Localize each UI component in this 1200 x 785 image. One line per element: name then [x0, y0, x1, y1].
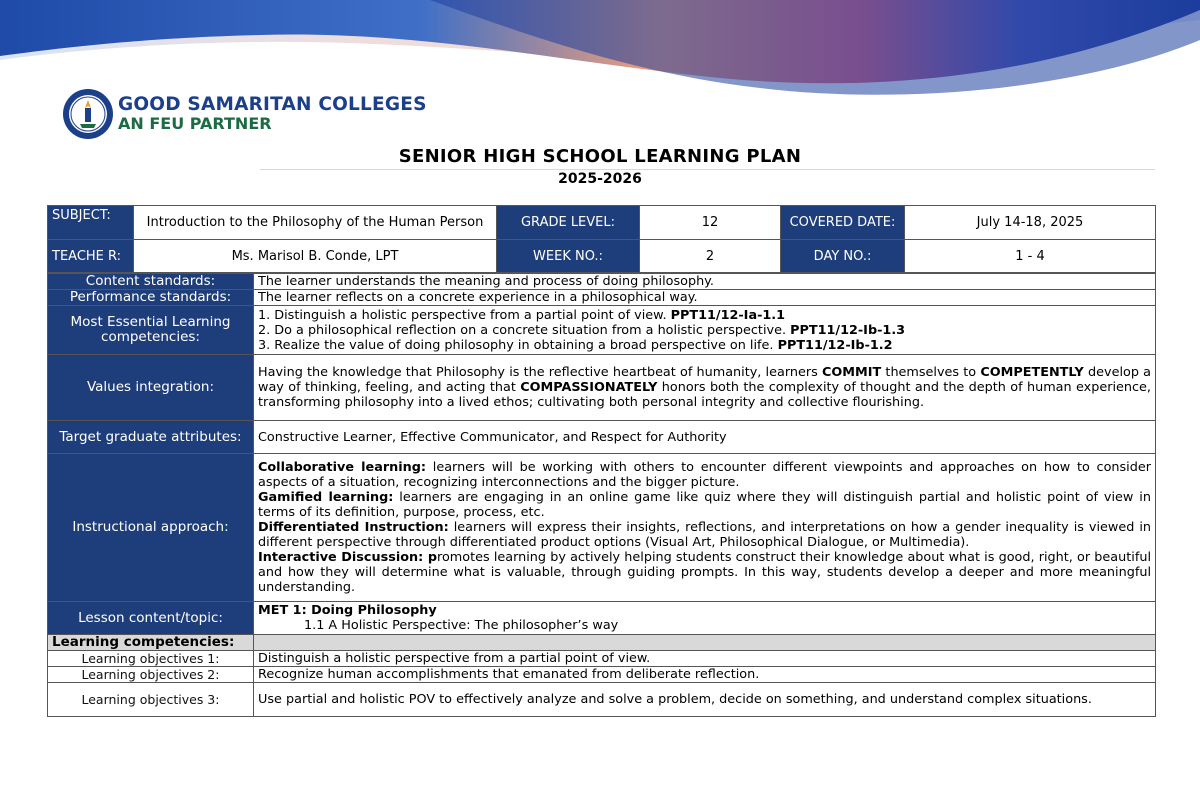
covered-date-label: COVERED DATE:	[781, 206, 905, 240]
grade-value: 12	[640, 206, 781, 240]
melc-label: Most Essential Learning competencies:	[48, 306, 254, 355]
performance-standards-value: The learner reflects on a concrete experience in a philosophical way.	[254, 290, 1156, 306]
instructional-approach-label: Instructional approach:	[48, 454, 254, 602]
plan-table	[47, 273, 1156, 717]
objective-value: Distinguish a holistic perspective from a partial point of view.	[254, 651, 1156, 667]
melc-item: 2. Do a philosophical reflection on a concrete situation from a holistic perspective. PPT11/12-Ib-1.3	[258, 322, 906, 338]
melc-list	[254, 306, 1156, 355]
values-integration-value: Having the knowledge that Philosophy is the reflective heartbeat of humanity, learners COMMIT themselves to COMPETENTLY develop a way of thinking, feeling, and acting that COMPASSIONATELY honors both the complexity of thought and the depth of human experience, transforming philosophy into a lived ethos; cultivating both personal integrity and collective flourishing.	[254, 355, 1156, 421]
approach-item: Collaborative learning: learners will be working with others to encounter different viewpoints and approaches on how to consider aspects of a situation, recognizing interconnections and the bigger picture.	[258, 460, 1151, 490]
week-label: WEEK NO.:	[497, 240, 640, 273]
school-logo	[62, 86, 462, 142]
week-value: 2	[640, 240, 781, 273]
objective-label: Learning objectives 1:	[48, 651, 254, 667]
graduate-attributes-label: Target graduate attributes:	[48, 421, 254, 454]
school-name: GOOD SAMARITAN COLLEGES	[118, 94, 427, 115]
info-table	[47, 205, 1156, 273]
values-integration-label: Values integration:	[48, 355, 254, 421]
school-partner: AN FEU PARTNER	[118, 114, 272, 133]
objective-label: Learning objectives 3:	[48, 683, 254, 717]
school-year: 2025-2026	[558, 171, 642, 187]
instructional-approach-list	[254, 454, 1156, 602]
school-seal-icon	[62, 88, 114, 140]
performance-standards-label: Performance standards:	[48, 290, 254, 306]
lesson-title: MET 1: Doing Philosophy	[258, 603, 437, 618]
learning-competencies-heading: Learning competencies:	[48, 635, 254, 651]
content-standards-label: Content standards:	[48, 274, 254, 290]
teacher-value: Ms. Marisol B. Conde, LPT	[134, 240, 497, 273]
subject-value: Introduction to the Philosophy of the Human Person	[134, 206, 497, 240]
objective-value: Use partial and holistic POV to effectively analyze and solve a problem, decide on something, and understand complex situations.	[254, 683, 1156, 717]
learning-competencies-blank	[254, 635, 1156, 651]
melc-item: 3. Realize the value of doing philosophy in obtaining a broad perspective on life. PPT11/12-Ib-1.2	[258, 337, 893, 353]
title-divider	[260, 169, 1155, 170]
approach-item: Interactive Discussion: promotes learning by actively helping students construct their knowledge about what is good, right, or beautiful and how they will determine what is valuable, through guiding prompts. In this way, students develop a deeper and more meaningful understanding.	[258, 550, 1151, 595]
covered-date-value: July 14-18, 2025	[905, 206, 1156, 240]
document-title: SENIOR HIGH SCHOOL LEARNING PLAN	[398, 146, 802, 167]
subject-label: SUBJECT:	[48, 206, 134, 240]
grade-label: GRADE LEVEL:	[497, 206, 640, 240]
lesson-topic-value	[254, 602, 1156, 635]
day-label: DAY NO.:	[781, 240, 905, 273]
teacher-label: TEACHE R:	[48, 240, 134, 273]
lesson-topic-label: Lesson content/topic:	[48, 602, 254, 635]
lesson-subtopic: 1.1 A Holistic Perspective: The philosopher’s way	[304, 618, 619, 633]
content-standards-value: The learner understands the meaning and process of doing philosophy.	[254, 274, 1156, 290]
day-value: 1 - 4	[905, 240, 1156, 273]
melc-item: 1. Distinguish a holistic perspective from a partial point of view. PPT11/12-Ia-1.1	[258, 307, 786, 323]
approach-item: Gamified learning: learners are engaging in an online game like quiz where they will distinguish partial and holistic point of view in terms of its definition, purpose, process, etc.	[258, 490, 1151, 520]
objective-label: Learning objectives 2:	[48, 667, 254, 683]
approach-item: Differentiated Instruction: learners will express their insights, reflections, and interpretations on how a gender inequality is viewed in different perspective through differentiated product options (Visual Art, Philosophical Dialogue, or Multimedia).	[258, 520, 1151, 550]
graduate-attributes-value: Constructive Learner, Effective Communicator, and Respect for Authority	[254, 421, 1156, 454]
objective-value: Recognize human accomplishments that emanated from deliberate reflection.	[254, 667, 1156, 683]
